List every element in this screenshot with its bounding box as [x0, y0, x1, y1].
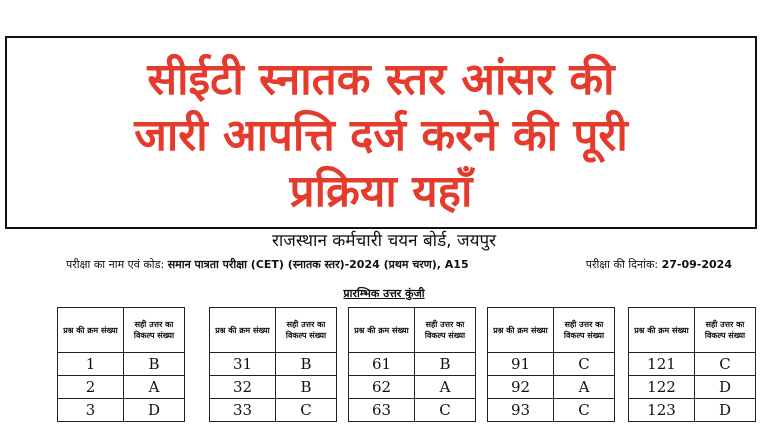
- question-number: 91: [488, 353, 554, 376]
- question-number: 31: [210, 353, 276, 376]
- header-correct-option: सही उत्तर का विकल्प संख्या: [276, 308, 337, 353]
- answer-option: D: [695, 399, 756, 422]
- date-value: 27-09-2024: [661, 258, 732, 271]
- header-question-number: प्रश्न की क्रम संख्या: [210, 308, 276, 353]
- header-correct-option: सही उत्तर का विकल्प संख्या: [695, 308, 756, 353]
- question-number: 63: [349, 399, 415, 422]
- answer-option: D: [695, 376, 756, 399]
- headline-banner: [5, 36, 757, 229]
- question-number: 61: [349, 353, 415, 376]
- answer-option: C: [554, 399, 615, 422]
- answer-key-table: [348, 307, 476, 422]
- answer-option: D: [124, 399, 185, 422]
- header-correct-option: सही उत्तर का विकल्प संख्या: [415, 308, 476, 353]
- question-number: 92: [488, 376, 554, 399]
- table-row: [349, 376, 476, 399]
- answer-option: C: [695, 353, 756, 376]
- answer-key-table: [487, 307, 615, 422]
- date-label: परीक्षा की दिनांक:: [585, 258, 659, 271]
- header-question-number: प्रश्न की क्रम संख्या: [629, 308, 695, 353]
- question-number: 121: [629, 353, 695, 376]
- answer-option: B: [276, 376, 337, 399]
- question-number: 1: [58, 353, 124, 376]
- question-number: 32: [210, 376, 276, 399]
- table-row: [629, 376, 756, 399]
- headline-line-3: प्रक्रिया यहाँ: [289, 166, 473, 217]
- header-question-number: प्रश्न की क्रम संख्या: [349, 308, 415, 353]
- question-number: 33: [210, 399, 276, 422]
- exam-name: समान पात्रता परीक्षा (CET) (स्नातक स्तर)-2024 (प्रथम चरण), A15: [167, 258, 469, 271]
- table-row: [210, 376, 337, 399]
- answer-option: C: [554, 353, 615, 376]
- answer-option: B: [124, 353, 185, 376]
- question-number: 93: [488, 399, 554, 422]
- table-row: [629, 353, 756, 376]
- headline-line-2: जारी आपत्ति दर्ज करने की पूरी: [134, 110, 628, 161]
- answer-option: A: [554, 376, 615, 399]
- table-row: [210, 399, 337, 422]
- table-row: [629, 399, 756, 422]
- question-number: 122: [629, 376, 695, 399]
- answer-key-table: [628, 307, 756, 422]
- exam-date: [586, 257, 732, 272]
- header-correct-option: सही उत्तर का विकल्प संख्या: [124, 308, 185, 353]
- table-row: [488, 399, 615, 422]
- exam-label: परीक्षा का नाम एवं कोड:: [66, 258, 165, 271]
- table-row: [210, 353, 337, 376]
- question-number: 2: [58, 376, 124, 399]
- table-row: [349, 353, 476, 376]
- table-row: [349, 399, 476, 422]
- answer-key-table: [57, 307, 185, 422]
- table-row: [488, 353, 615, 376]
- question-number: 123: [629, 399, 695, 422]
- answer-key-table: [209, 307, 337, 422]
- answer-option: C: [276, 399, 337, 422]
- answer-option: C: [415, 399, 476, 422]
- answer-key-heading: प्रारम्भिक उत्तर कुंजी: [343, 287, 425, 300]
- table-row: [58, 353, 185, 376]
- answer-option: A: [415, 376, 476, 399]
- header-question-number: प्रश्न की क्रम संख्या: [58, 308, 124, 353]
- answer-option: B: [415, 353, 476, 376]
- answer-option: B: [276, 353, 337, 376]
- organization-name: राजस्थान कर्मचारी चयन बोर्ड, जयपुर: [271, 231, 497, 251]
- exam-info: [66, 257, 469, 272]
- question-number: 62: [349, 376, 415, 399]
- question-number: 3: [58, 399, 124, 422]
- answer-option: A: [124, 376, 185, 399]
- header-correct-option: सही उत्तर का विकल्प संख्या: [554, 308, 615, 353]
- header-question-number: प्रश्न की क्रम संख्या: [488, 308, 554, 353]
- table-row: [488, 376, 615, 399]
- table-row: [58, 376, 185, 399]
- table-row: [58, 399, 185, 422]
- headline-line-1: सीईटी स्नातक स्तर आंसर की: [147, 54, 615, 105]
